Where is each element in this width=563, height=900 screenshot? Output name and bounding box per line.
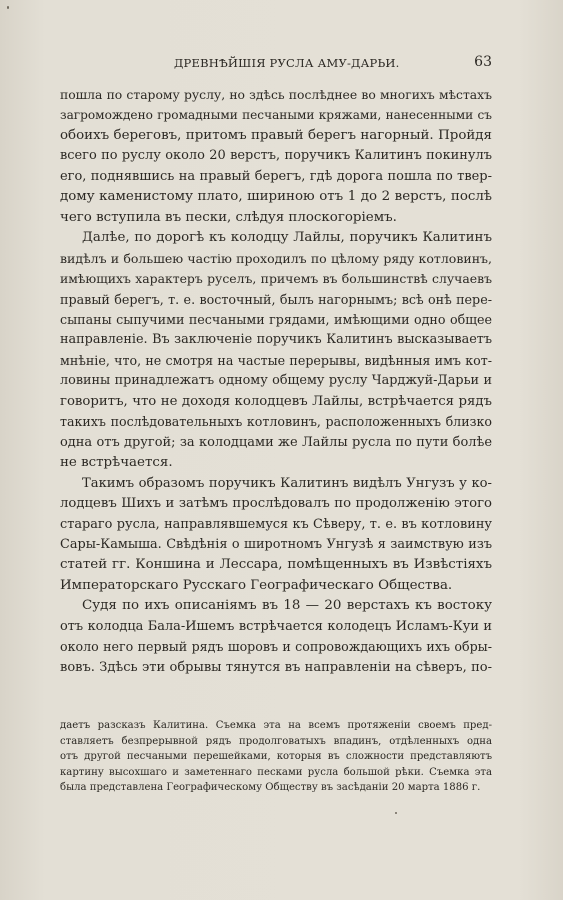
text-line: всего по руслу около 20 верстъ, поручикъ Калитинъ покинулъ	[60, 148, 492, 164]
running-title: ДРЕВНѢЙШІЯ РУСЛА АМУ-ДАРЬИ.	[174, 56, 400, 70]
paragraph-1	[60, 85, 492, 228]
text-line: Императорскаго Русскаго Географическаго Общества.	[60, 577, 453, 593]
text-line: загромождено громадными песчаными кряжами, нанесенными съ	[60, 108, 492, 123]
text-line: Сары-Камыша. Свѣдѣнія о широтномъ Унгузѣ я заимствую изъ	[60, 536, 492, 552]
print-speck	[7, 6, 9, 9]
footnote-line: даетъ разсказъ Калитина. Съемка эта на всемъ протяженіи своемъ пред-	[60, 720, 492, 731]
page-header	[62, 54, 492, 78]
paragraph-2	[60, 228, 492, 473]
paragraph-3	[60, 474, 492, 597]
text-line: лодцевъ Шихъ и затѣмъ прослѣдовалъ по продолженію этого	[60, 496, 492, 512]
text-line: направленіе. Въ заключеніе поручикъ Калитинъ высказываетъ	[60, 332, 492, 348]
footnote-line: отъ другой песчаными перешейками, которыя въ сложности представляютъ	[60, 751, 492, 763]
text-line: чего вступила въ пески, слѣдуя плоскогоріемъ.	[60, 209, 397, 225]
text-line: ловины принадлежатъ одному общему руслу Чарджуй-Дарьи и	[60, 373, 492, 389]
footnote	[60, 718, 492, 796]
text-line: вовъ. Здѣсь эти обрывы тянутся въ направленіи на сѣверъ, по-	[60, 659, 492, 675]
text-line: Такимъ образомъ поручикъ Калитинъ видѣлъ Унгузъ у ко-	[82, 475, 492, 491]
text-line: обоихъ береговъ, притомъ правый берегъ нагорный. Пройдя	[60, 127, 492, 143]
footnote-line: ставляетъ безпрерывной рядъ продолговатыхъ впадинъ, отдѣленныхъ одна	[60, 735, 492, 747]
text-line: дому каменистому плато, шириною отъ 1 до 2 верстъ, послѣ	[60, 189, 492, 205]
text-line: Далѣе, по дорогѣ къ колодцу Лайлы, поручикъ Калитинъ	[82, 230, 492, 246]
text-line: пошла по старому руслу, но здѣсь послѣднее во многихъ мѣстахъ	[60, 88, 492, 102]
page-number: 63	[474, 54, 492, 70]
text-line: одна отъ другой; за колодцами же Лайлы русла по пути болѣе	[60, 434, 492, 450]
text-line: отъ колодца Бала-Ишемъ встрѣчается колодецъ Исламъ-Куи и	[60, 618, 492, 634]
text-line: имѣющихъ характеръ руселъ, причемъ въ большинствѣ случаевъ	[60, 271, 492, 287]
text-line: сыпаны сыпучими песчаными грядами, имѣющими одно общее	[60, 311, 492, 327]
footnote-line: была представлена Географическому Обществу въ засѣданіи 20 марта 1886 г.	[60, 782, 481, 794]
text-line: мнѣніе, что, не смотря на частые перерывы, видѣнныя имъ кот-	[60, 352, 492, 368]
main-text	[60, 85, 492, 678]
text-line: Судя по ихъ описаніямъ въ 18 — 20 верстахъ къ востоку	[82, 598, 492, 614]
text-line: его, поднявшись на правый берегъ, гдѣ дорога пошла по твер-	[60, 168, 492, 184]
text-line: говоритъ, что не доходя колодцевъ Лайлы, встрѣчается рядъ	[60, 393, 492, 409]
paragraph-4	[60, 596, 492, 678]
text-line: статей гг. Коншина и Лессара, помѣщенныхъ въ Извѣстіяхъ	[60, 557, 492, 573]
print-speck	[395, 812, 397, 814]
text-line: около него первый рядъ шоровъ и сопровождающихъ ихъ обры-	[60, 639, 492, 655]
text-line: не встрѣчается.	[60, 455, 173, 471]
text-line: стараго русла, направлявшемуся къ Сѣверу, т. е. въ котловину	[60, 516, 492, 532]
text-line: правый берегъ, т. е. восточный, былъ нагорнымъ; всѣ онѣ пере-	[60, 291, 492, 307]
text-line: видѣлъ и большею частію проходилъ по цѣлому ряду котловинъ,	[60, 250, 492, 266]
footnote-line: картину высохшаго и заметеннаго песками русла большой рѣки. Съемка эта	[60, 766, 492, 778]
text-line: такихъ послѣдовательныхъ котловинъ, расположенныхъ близко	[60, 414, 492, 430]
